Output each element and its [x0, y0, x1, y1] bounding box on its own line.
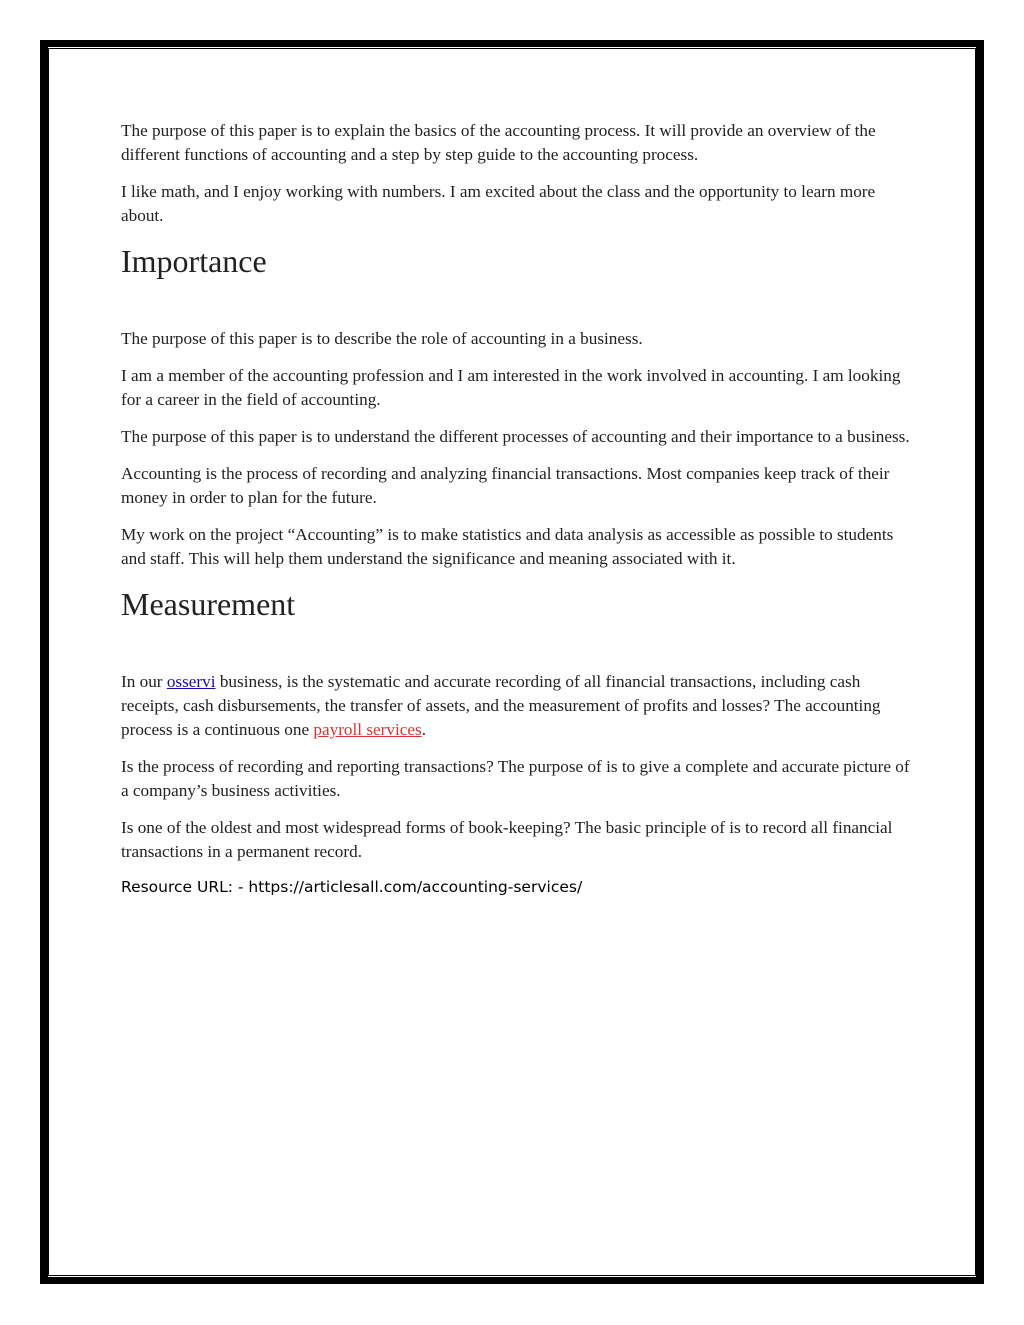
measurement-paragraph-2: Is the process of recording and reporting transactions? The purpose of is to give a complete and accurate picture of a company’s business activities.	[121, 757, 910, 800]
importance-paragraph-1: The purpose of this paper is to describe the role of accounting in a business.	[121, 329, 643, 348]
measurement-p1-before: In our	[121, 672, 167, 691]
heading-importance: Importance	[121, 243, 267, 279]
importance-paragraph-2: I am a member of the accounting profession and I am interested in the work involved in accounting. I am looking for a career in the field of accounting.	[121, 366, 901, 409]
resource-url: Resource URL: - https://articlesall.com/accounting-services/	[121, 878, 583, 896]
heading-measurement: Measurement	[121, 586, 296, 622]
measurement-p1-after: .	[421, 720, 427, 739]
measurement-p1-middle: business, is the systematic and accurate recording of all financial transactions, including cash receipts, cash disbursements, the transfer of assets, and the measurement of profits and losses? The accounting process is a continuous one	[121, 672, 881, 739]
measurement-paragraph-3: Is one of the oldest and most widespread forms of book-keeping? The basic principle of is to record all financial transactions in a permanent record.	[121, 818, 893, 861]
importance-paragraph-5: My work on the project “Accounting” is to make statistics and data analysis as accessible as possible to students and staff. This will help them understand the significance and meaning associated with it.	[121, 525, 894, 568]
importance-paragraph-3: The purpose of this paper is to understand the different processes of accounting and their importance to a business.	[121, 427, 910, 446]
measurement-paragraph-1	[121, 670, 911, 742]
document-body	[121, 119, 911, 898]
importance-paragraph-4: Accounting is the process of recording and analyzing financial transactions. Most companies keep track of their money in order to plan for the future.	[121, 464, 890, 507]
intro-paragraph-1: The purpose of this paper is to explain the basics of the accounting process. It will provide an overview of the different functions of accounting and a step by step guide to the accounting process.	[121, 121, 876, 164]
osservi-link[interactable]: osservi	[166, 672, 216, 691]
payroll-services-link[interactable]: payroll services	[313, 720, 422, 739]
intro-paragraph-2: I like math, and I enjoy working with numbers. I am excited about the class and the opportunity to learn more about.	[121, 182, 876, 225]
